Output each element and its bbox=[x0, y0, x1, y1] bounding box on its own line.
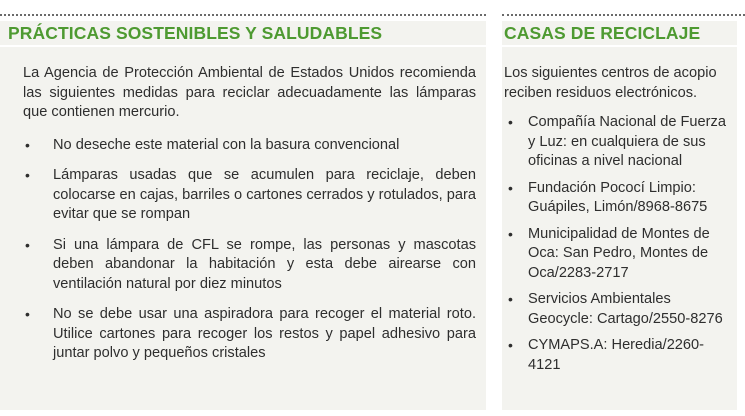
list-item-text: Si una lámpara de CFL se rompe, las personas y mascotas deben abandonar la habitación y esta debe airearse con ventilación natural por diez minutos bbox=[53, 236, 476, 292]
list-item bbox=[504, 336, 735, 375]
dotted-divider bbox=[502, 14, 745, 16]
bullet-icon: • bbox=[25, 306, 30, 322]
list-item-text: Fundación Pococí Limpio: Guápiles, Limón/8968-8675 bbox=[528, 179, 708, 215]
bullet-icon: • bbox=[25, 236, 30, 253]
bullet-icon: • bbox=[508, 337, 513, 353]
list-item bbox=[23, 236, 476, 295]
list-item bbox=[504, 225, 735, 284]
intro-paragraph: La Agencia de Protección Ambiental de Estados Unidos recomienda las siguientes medidas para reciclar adecuadamente las lámparas que contienen mercurio. bbox=[23, 65, 476, 120]
section-title: PRÁCTICAS SOSTENIBLES Y SALUDABLES bbox=[8, 23, 383, 43]
section-title: CASAS DE RECICLAJE bbox=[504, 23, 701, 43]
intro-paragraph: Los siguientes centros de acopio reciben residuos electrónicos. bbox=[504, 65, 717, 101]
section-content bbox=[504, 64, 735, 382]
list-item bbox=[504, 179, 735, 218]
bullet-icon: • bbox=[508, 225, 513, 242]
bullet-icon: • bbox=[508, 114, 513, 130]
recycling-centers-section bbox=[502, 0, 745, 416]
list-item-text: Compañía Nacional de Fuerza y Luz: en cualquiera de sus oficinas a nivel nacional bbox=[528, 114, 726, 169]
bullet-icon: • bbox=[508, 291, 513, 307]
bullet-icon: • bbox=[25, 136, 30, 153]
list-item-text: CYMAPS.A: Heredia/2260-4121 bbox=[528, 337, 705, 373]
bullet-icon: • bbox=[25, 167, 30, 183]
section-header bbox=[0, 21, 486, 45]
section-header bbox=[502, 21, 737, 45]
list-item-text: Servicios Ambientales Geocycle: Cartago/2550-8276 bbox=[528, 291, 723, 327]
dotted-divider bbox=[0, 14, 486, 16]
bullet-icon: • bbox=[508, 179, 513, 196]
list-item bbox=[504, 113, 735, 172]
list-item bbox=[23, 305, 476, 364]
list-item bbox=[23, 136, 476, 156]
list-item-text: Municipalidad de Montes de Oca: San Pedro, Montes de Oca/2283-2717 bbox=[528, 225, 710, 281]
section-content bbox=[23, 64, 476, 375]
practices-list bbox=[23, 136, 476, 364]
list-item bbox=[504, 290, 735, 329]
list-item-text: No deseche este material con la basura convencional bbox=[53, 136, 400, 153]
recycling-centers-list bbox=[504, 113, 735, 375]
list-item bbox=[23, 166, 476, 225]
list-item-text: No se debe usar una aspiradora para recoger el material roto. Utilice cartones para recoger los restos y papel adhesivo para juntar polvo y pequeños cristales bbox=[53, 306, 476, 361]
list-item-text: Lámparas usadas que se acumulen para reciclaje, deben colocarse en cajas, barriles o cartones cerrados y rotulados, para evitar que se rompan bbox=[53, 167, 476, 222]
